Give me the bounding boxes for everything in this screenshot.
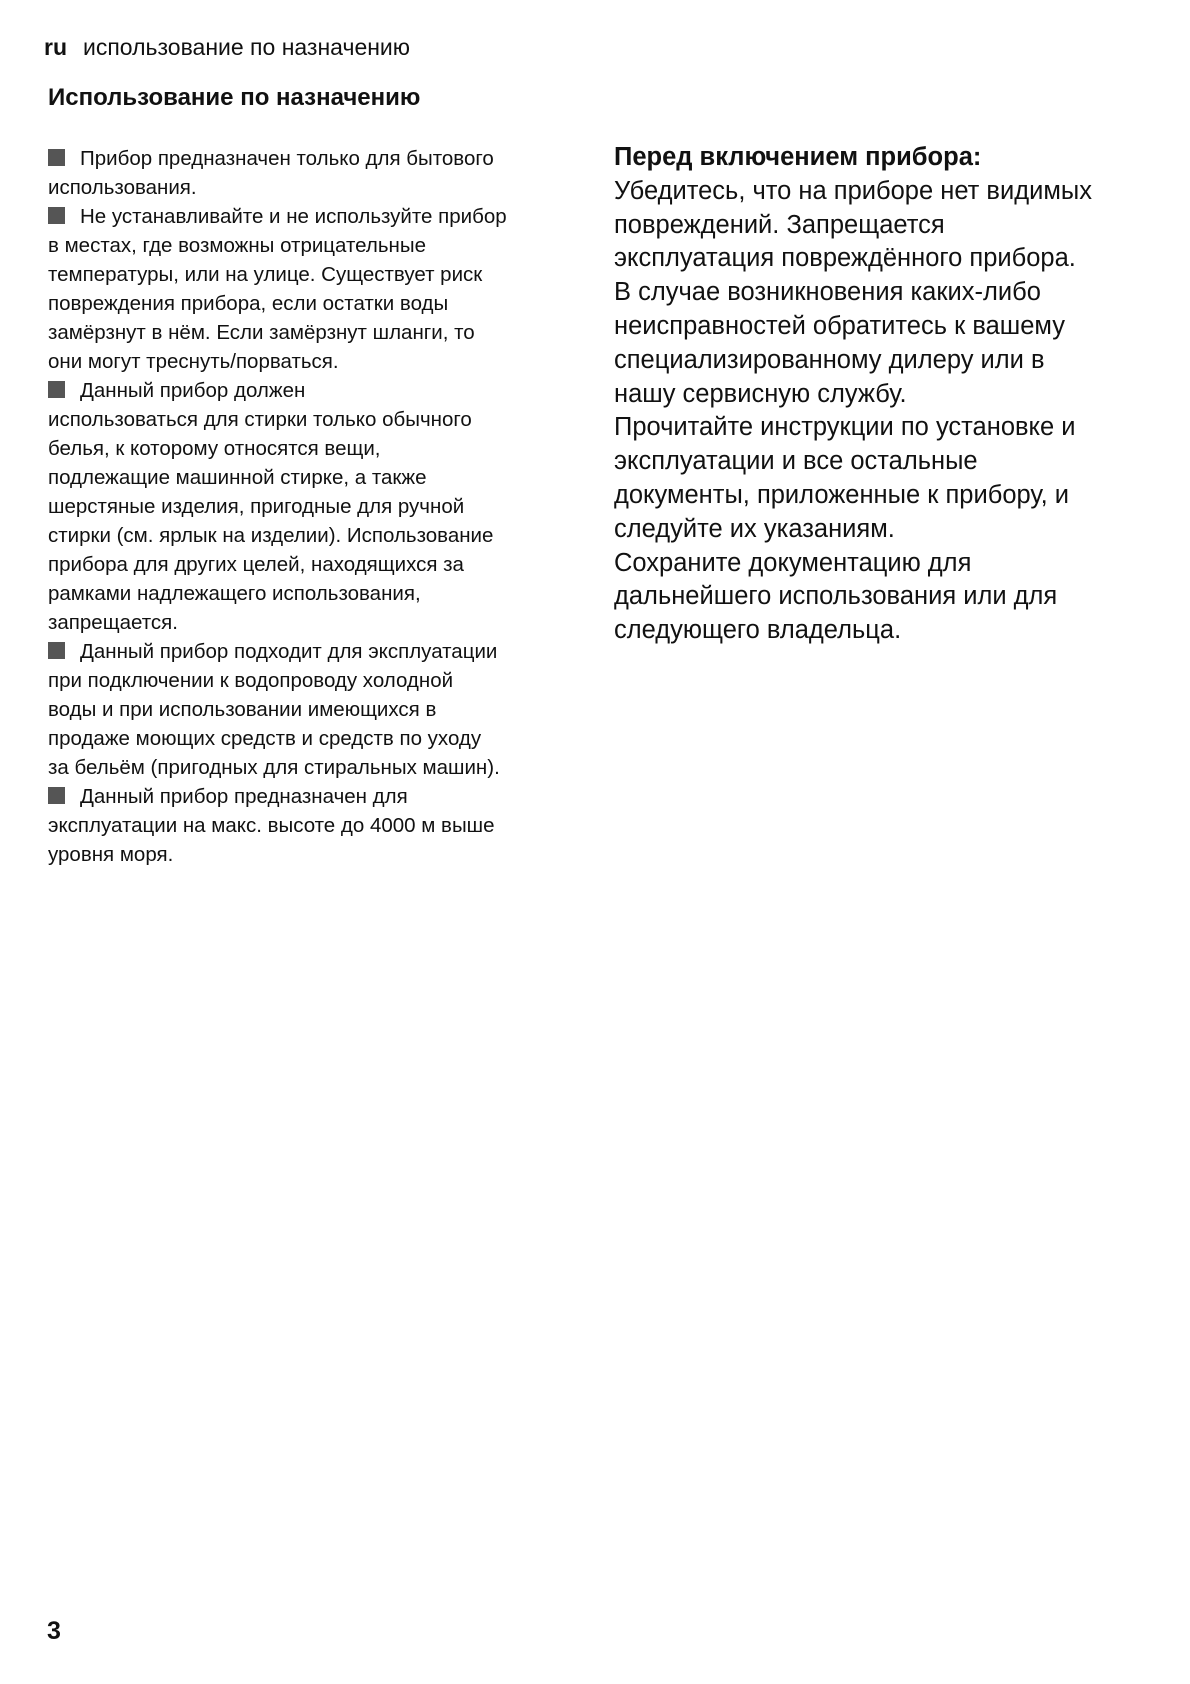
usage-bullet-list	[48, 144, 598, 869]
bullet-text: белья, к которому относятся вещи,	[48, 437, 381, 460]
before-use-heading: Перед включением прибора:	[614, 143, 982, 171]
bullet-line	[48, 637, 598, 666]
bullet-line	[48, 579, 598, 608]
bullet-line	[48, 782, 598, 811]
bullet-text: при подключении к водопроводу холодной	[48, 669, 454, 692]
bullet-text: рамками надлежащего использования,	[48, 582, 421, 605]
bullet-text: шерстяные изделия, пригодные для ручной	[48, 495, 465, 518]
bullet-text: уровня моря.	[48, 843, 174, 866]
page-title: Использование по назначению	[48, 84, 421, 111]
bullet-line	[48, 434, 598, 463]
bullet-line	[48, 405, 598, 434]
square-bullet-icon	[48, 787, 65, 804]
bullet-line	[48, 521, 598, 550]
bullet-line	[48, 695, 598, 724]
bullet-line	[48, 347, 598, 376]
bullet-line	[48, 492, 598, 521]
bullet-text: использоваться для стирки только обычного	[48, 408, 472, 431]
square-bullet-icon	[48, 642, 65, 659]
bullet-line	[48, 550, 598, 579]
square-bullet-icon	[48, 149, 65, 166]
bullet-line	[48, 724, 598, 753]
bullet-text: замёрзнут в нём. Если замёрзнут шланги, то	[48, 321, 475, 344]
body-line: В случае возникновения каких-либо	[614, 278, 1041, 307]
bullet-line	[48, 840, 598, 869]
bullet-text: Данный прибор подходит для эксплуатации	[80, 640, 498, 663]
bullet-line	[48, 318, 598, 347]
bullet-text: Данный прибор предназначен для	[80, 785, 408, 808]
body-line: дальнейшего использования или для	[614, 582, 1058, 611]
square-bullet-icon	[48, 381, 65, 398]
bullet-text: за бельём (пригодных для стиральных машин).	[48, 756, 500, 779]
bullet-line	[48, 608, 598, 637]
bullet-line	[48, 811, 598, 840]
body-line: нашу сервисную службу.	[614, 379, 907, 408]
bullet-line	[48, 144, 598, 173]
bullet-line	[48, 231, 598, 260]
body-line: неисправностей обратитесь к вашему	[614, 311, 1065, 340]
body-line: Убедитесь, что на приборе нет видимых	[614, 176, 1092, 205]
body-line: Сохраните документацию для	[614, 548, 972, 577]
bullet-text: Прибор предназначен только для бытового	[80, 147, 494, 170]
section-name: использование по назначению	[83, 34, 411, 60]
bullet-line	[48, 666, 598, 695]
bullet-line	[48, 202, 598, 231]
bullet-text: эксплуатации на макс. высоте до 4000 м выше	[48, 814, 495, 837]
body-line: Прочитайте инструкции по установке и	[614, 413, 1076, 442]
page-number: 3	[47, 1617, 61, 1645]
body-line: следуйте их указаниям.	[614, 514, 895, 543]
bullet-text: стирки (см. ярлык на изделии). Использование	[48, 524, 494, 547]
language-code: ru	[44, 34, 67, 60]
bullet-text: использования.	[48, 176, 197, 199]
bullet-text: запрещается.	[48, 611, 178, 634]
bullet-line	[48, 753, 598, 782]
bullet-text: продаже моющих средств и средств по уходу	[48, 727, 482, 750]
body-line: эксплуатации и все остальные	[614, 447, 978, 476]
before-use-section	[614, 141, 1174, 648]
body-line: повреждений. Запрещается	[614, 210, 945, 239]
bullet-text: воды и при использовании имеющихся в	[48, 698, 437, 721]
bullet-text: повреждения прибора, если остатки воды	[48, 292, 449, 315]
bullet-line	[48, 289, 598, 318]
bullet-text: температуры, или на улице. Существует риск	[48, 263, 483, 286]
bullet-text: Не устанавливайте и не используйте прибор	[80, 205, 507, 228]
bullet-text: они могут треснуть/порваться.	[48, 350, 339, 373]
body-line: следующего владельца.	[614, 616, 902, 645]
body-line: специализированному дилеру или в	[614, 345, 1045, 374]
bullet-line	[48, 173, 598, 202]
bullet-text: подлежащие машинной стирке, а также	[48, 466, 427, 489]
bullet-line	[48, 376, 598, 405]
bullet-line	[48, 463, 598, 492]
bullet-text: прибора для других целей, находящихся за	[48, 553, 464, 576]
bullet-line	[48, 260, 598, 289]
bullet-text: в местах, где возможны отрицательные	[48, 234, 426, 257]
bullet-text: Данный прибор должен	[80, 379, 306, 402]
body-line: документы, приложенные к прибору, и	[614, 480, 1070, 509]
running-header	[44, 34, 410, 61]
square-bullet-icon	[48, 207, 65, 224]
body-line: эксплуатация повреждённого прибора.	[614, 244, 1076, 273]
